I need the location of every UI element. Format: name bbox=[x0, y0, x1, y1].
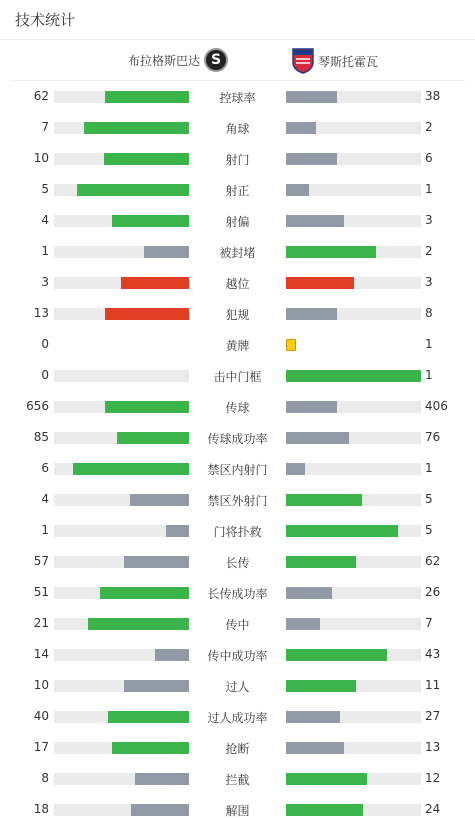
stat-row bbox=[0, 174, 475, 205]
away-value: 1 bbox=[425, 368, 433, 382]
away-value: 2 bbox=[425, 244, 433, 258]
away-team-name: 琴斯托霍瓦 bbox=[318, 54, 379, 69]
home-bar-fill bbox=[135, 773, 189, 785]
stat-row bbox=[0, 81, 475, 112]
home-value: 8 bbox=[41, 771, 49, 785]
yellow-card-icon bbox=[286, 339, 296, 351]
home-bar-track bbox=[54, 308, 189, 320]
away-bar-fill bbox=[286, 711, 340, 723]
away-bar-track bbox=[286, 463, 421, 475]
home-value: 10 bbox=[33, 678, 49, 692]
home-value: 10 bbox=[33, 151, 49, 165]
away-bar-track bbox=[286, 680, 421, 692]
stat-label: 禁区外射门 bbox=[207, 494, 268, 508]
home-value: 21 bbox=[33, 616, 49, 630]
stat-row bbox=[0, 546, 475, 577]
away-bar-fill bbox=[286, 184, 309, 196]
home-bar-track bbox=[54, 91, 189, 103]
home-bar-track bbox=[54, 494, 189, 506]
home-bar-fill bbox=[144, 246, 189, 258]
away-value: 24 bbox=[425, 802, 441, 816]
home-bar-fill bbox=[130, 494, 189, 506]
away-bar-fill bbox=[286, 432, 349, 444]
home-value: 4 bbox=[41, 213, 49, 227]
home-bar-fill bbox=[105, 401, 189, 413]
stat-row bbox=[0, 143, 475, 174]
home-bar-track bbox=[54, 246, 189, 258]
away-bar-fill bbox=[286, 649, 387, 661]
home-value: 656 bbox=[26, 399, 49, 413]
stat-row bbox=[0, 701, 475, 732]
away-value: 1 bbox=[425, 182, 433, 196]
home-bar-track bbox=[54, 153, 189, 165]
home-bar-track bbox=[54, 370, 189, 382]
stat-label: 射门 bbox=[225, 153, 250, 167]
stat-row bbox=[0, 267, 475, 298]
stat-row bbox=[0, 391, 475, 422]
home-bar-track bbox=[54, 742, 189, 754]
away-value: 13 bbox=[425, 740, 441, 754]
away-value: 6 bbox=[425, 151, 433, 165]
home-bar-fill bbox=[108, 711, 189, 723]
away-bar-fill bbox=[286, 122, 316, 134]
away-bar-track bbox=[286, 432, 421, 444]
home-value: 51 bbox=[33, 585, 49, 599]
home-bar-track bbox=[54, 587, 189, 599]
home-value: 14 bbox=[33, 647, 49, 661]
page-title: 技术统计 bbox=[0, 0, 475, 40]
away-value: 43 bbox=[425, 647, 441, 661]
away-value: 3 bbox=[425, 275, 433, 289]
stat-row bbox=[0, 608, 475, 639]
stat-label: 击中门框 bbox=[213, 370, 262, 384]
stat-label: 黄牌 bbox=[225, 339, 250, 353]
away-bar-track bbox=[286, 556, 421, 568]
home-bar-fill bbox=[77, 184, 189, 196]
away-bar-track bbox=[286, 742, 421, 754]
stat-row bbox=[0, 670, 475, 701]
home-bar-fill bbox=[88, 618, 189, 630]
home-bar-fill bbox=[124, 556, 189, 568]
home-value: 5 bbox=[41, 182, 49, 196]
away-value: 11 bbox=[425, 678, 441, 692]
away-bar-fill bbox=[286, 401, 337, 413]
home-team bbox=[128, 48, 228, 72]
home-value: 7 bbox=[41, 120, 49, 134]
stat-label: 传中成功率 bbox=[207, 649, 268, 663]
home-bar-fill bbox=[112, 742, 189, 754]
home-bar-fill bbox=[84, 122, 189, 134]
away-bar-track bbox=[286, 649, 421, 661]
away-bar-track bbox=[286, 184, 421, 196]
stat-label: 过人 bbox=[225, 680, 250, 694]
stat-label: 传中 bbox=[225, 618, 250, 632]
away-bar-track bbox=[286, 587, 421, 599]
away-bar-fill bbox=[286, 773, 367, 785]
home-team-name: 布拉格斯巴达 bbox=[127, 53, 200, 68]
stat-label: 门将扑救 bbox=[213, 525, 262, 539]
home-bar-track bbox=[54, 649, 189, 661]
away-value: 5 bbox=[425, 492, 433, 506]
away-bar-track bbox=[286, 308, 421, 320]
team-header bbox=[10, 40, 465, 81]
stat-label: 长传成功率 bbox=[207, 587, 268, 601]
home-bar-fill bbox=[131, 804, 189, 816]
home-bar-fill bbox=[105, 308, 189, 320]
away-bar-track bbox=[286, 804, 421, 816]
stat-row bbox=[0, 298, 475, 329]
away-value: 12 bbox=[425, 771, 441, 785]
home-value: 85 bbox=[33, 430, 49, 444]
stat-label: 抢断 bbox=[225, 742, 250, 756]
stat-label: 射正 bbox=[225, 184, 250, 198]
away-value: 27 bbox=[425, 709, 441, 723]
stat-row bbox=[0, 329, 475, 360]
home-team-logo-icon: S bbox=[204, 48, 228, 72]
home-bar-fill bbox=[73, 463, 189, 475]
stat-label: 禁区内射门 bbox=[207, 463, 268, 477]
home-bar-track bbox=[54, 401, 189, 413]
away-bar-fill bbox=[286, 525, 398, 537]
away-value: 2 bbox=[425, 120, 433, 134]
away-value: 1 bbox=[425, 337, 433, 351]
away-bar-fill bbox=[286, 91, 337, 103]
away-bar-fill bbox=[286, 494, 362, 506]
away-bar-fill bbox=[286, 308, 337, 320]
home-value: 4 bbox=[41, 492, 49, 506]
stat-row bbox=[0, 112, 475, 143]
away-bar-fill bbox=[286, 680, 356, 692]
home-value: 17 bbox=[33, 740, 49, 754]
stats-list bbox=[0, 81, 475, 825]
home-bar-track bbox=[54, 680, 189, 692]
home-bar-track bbox=[54, 215, 189, 227]
stat-label: 犯规 bbox=[225, 308, 250, 322]
away-bar-track bbox=[286, 494, 421, 506]
away-bar-track bbox=[286, 401, 421, 413]
away-bar-track bbox=[286, 773, 421, 785]
away-bar-fill bbox=[286, 463, 305, 475]
stat-label: 拦截 bbox=[225, 773, 250, 787]
home-bar-track bbox=[54, 122, 189, 134]
home-bar-fill bbox=[105, 91, 189, 103]
away-value: 3 bbox=[425, 213, 433, 227]
away-value: 26 bbox=[425, 585, 441, 599]
home-bar-track bbox=[54, 773, 189, 785]
away-bar-fill bbox=[286, 153, 337, 165]
stat-row bbox=[0, 732, 475, 763]
stat-label: 过人成功率 bbox=[207, 711, 268, 725]
away-bar-fill bbox=[286, 804, 363, 816]
stat-label: 解围 bbox=[225, 804, 250, 818]
stat-label: 传球成功率 bbox=[207, 432, 268, 446]
stat-row bbox=[0, 515, 475, 546]
away-value: 7 bbox=[425, 616, 433, 630]
home-value: 40 bbox=[33, 709, 49, 723]
stat-row bbox=[0, 484, 475, 515]
stat-row bbox=[0, 794, 475, 825]
stat-label: 传球 bbox=[225, 401, 250, 415]
home-bar-fill bbox=[166, 525, 189, 537]
away-bar-track bbox=[286, 246, 421, 258]
away-bar-track bbox=[286, 215, 421, 227]
away-bar-track bbox=[286, 618, 421, 630]
away-value: 62 bbox=[425, 554, 441, 568]
stat-row bbox=[0, 577, 475, 608]
away-bar-fill bbox=[286, 618, 320, 630]
away-bar-track bbox=[286, 153, 421, 165]
away-bar-fill bbox=[286, 370, 421, 382]
away-value: 38 bbox=[425, 89, 441, 103]
away-value: 406 bbox=[425, 399, 448, 413]
away-team bbox=[292, 48, 378, 74]
home-bar-track bbox=[54, 525, 189, 537]
stat-row bbox=[0, 360, 475, 391]
stat-label: 射偏 bbox=[225, 215, 250, 229]
away-value: 5 bbox=[425, 523, 433, 537]
home-value: 13 bbox=[33, 306, 49, 320]
away-value: 76 bbox=[425, 430, 441, 444]
home-bar-track bbox=[54, 804, 189, 816]
stat-label: 控球率 bbox=[219, 91, 256, 105]
stat-row bbox=[0, 763, 475, 794]
home-value: 0 bbox=[41, 337, 49, 351]
home-bar-track bbox=[54, 463, 189, 475]
away-bar-fill bbox=[286, 587, 332, 599]
away-bar-fill bbox=[286, 556, 356, 568]
home-bar-track bbox=[54, 277, 189, 289]
home-value: 62 bbox=[33, 89, 49, 103]
away-bar-track bbox=[286, 525, 421, 537]
away-value: 8 bbox=[425, 306, 433, 320]
home-bar-fill bbox=[121, 277, 189, 289]
home-value: 57 bbox=[33, 554, 49, 568]
home-bar-fill bbox=[117, 432, 189, 444]
away-bar-track bbox=[286, 277, 421, 289]
home-value: 1 bbox=[41, 523, 49, 537]
home-value: 3 bbox=[41, 275, 49, 289]
stat-label: 被封堵 bbox=[219, 246, 256, 260]
away-value: 1 bbox=[425, 461, 433, 475]
home-bar-fill bbox=[104, 153, 189, 165]
home-value: 0 bbox=[41, 368, 49, 382]
home-value: 6 bbox=[41, 461, 49, 475]
home-bar-track bbox=[54, 432, 189, 444]
stat-label: 越位 bbox=[225, 277, 250, 291]
stat-row bbox=[0, 453, 475, 484]
stat-label: 长传 bbox=[225, 556, 250, 570]
away-team-logo-icon bbox=[292, 48, 314, 74]
away-bar-fill bbox=[286, 277, 354, 289]
home-bar-fill bbox=[100, 587, 189, 599]
home-value: 18 bbox=[33, 802, 49, 816]
away-bar-track bbox=[286, 122, 421, 134]
away-bar-track bbox=[286, 711, 421, 723]
stat-row bbox=[0, 236, 475, 267]
home-value: 1 bbox=[41, 244, 49, 258]
away-bar-track bbox=[286, 370, 421, 382]
stat-row bbox=[0, 639, 475, 670]
stat-label: 角球 bbox=[225, 122, 250, 136]
home-bar-fill bbox=[155, 649, 189, 661]
stat-row bbox=[0, 422, 475, 453]
away-bar-fill bbox=[286, 742, 344, 754]
stat-row bbox=[0, 205, 475, 236]
home-bar-track bbox=[54, 711, 189, 723]
home-bar-track bbox=[54, 184, 189, 196]
away-bar-track bbox=[286, 91, 421, 103]
away-bar-fill bbox=[286, 215, 344, 227]
home-bar-fill bbox=[124, 680, 189, 692]
home-bar-track bbox=[54, 618, 189, 630]
home-bar-track bbox=[54, 556, 189, 568]
home-bar-fill bbox=[112, 215, 189, 227]
away-bar-fill bbox=[286, 246, 376, 258]
